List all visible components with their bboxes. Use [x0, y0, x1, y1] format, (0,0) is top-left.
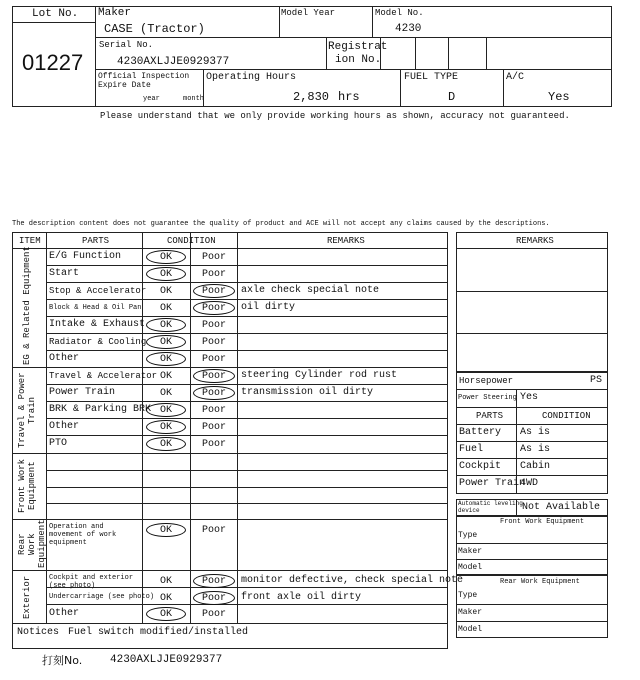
condition-ok: OK — [159, 575, 172, 587]
model-no-label: Model No. — [375, 8, 424, 18]
condition-poor: Poor — [201, 608, 226, 620]
condition-ok: OK — [146, 335, 186, 349]
part-brk-parking: BRK & Parking BRK — [49, 404, 152, 415]
group-travel: Travel & Power Train — [17, 372, 37, 448]
front-work-title: Front Work Equipment — [500, 518, 585, 526]
col-parts: PARTS — [82, 236, 110, 246]
auto-leveling-label-2: device — [458, 507, 480, 514]
col-item: ITEM — [19, 236, 41, 246]
power-steering-label: Power Steering — [458, 394, 517, 402]
part-travel-accelerator: Travel & Accelerator — [49, 371, 158, 381]
maker-label: Maker — [98, 7, 132, 19]
condition-poor: Poor — [193, 284, 235, 298]
condition-ok: OK — [159, 285, 172, 297]
spec-part: Power Train — [459, 478, 526, 489]
right-remarks-box — [456, 232, 608, 372]
condition-ok: OK — [159, 592, 172, 604]
condition-poor: Poor — [201, 524, 226, 536]
hours-value: 2,830 — [293, 90, 330, 104]
part-cockpit-exterior: Cockpit and exterior (see photo) — [49, 574, 134, 591]
spec-condition: As is — [520, 427, 551, 438]
condition-ok: OK — [159, 302, 172, 314]
model-no-value: 4230 — [395, 23, 422, 35]
horsepower-unit: PS — [590, 375, 603, 386]
part-power-train: Power Train — [49, 387, 116, 398]
part-undercarriage: Undercarriage (see photo) — [49, 593, 155, 601]
group-front: Front Work Equipment — [17, 459, 37, 514]
power-steering-value: Yes — [520, 392, 539, 403]
parts-label: PARTS — [476, 411, 504, 421]
remark-text: axle check special note — [241, 285, 380, 296]
front-model-label: Model — [458, 563, 483, 572]
condition-poor: Poor — [201, 353, 226, 365]
auto-leveling-value: Not Available — [522, 502, 601, 513]
spec-part: Cockpit — [459, 461, 502, 472]
notices-value: Fuel switch modified/installed — [68, 627, 249, 638]
condition-poor: Poor — [193, 369, 235, 383]
horsepower-label: Horsepower — [459, 376, 514, 386]
notices-label: Notices — [17, 627, 60, 638]
right-remarks-label: REMARKS — [516, 236, 554, 246]
remark-text: front axle oil dirty — [241, 592, 362, 603]
part-other: Other — [49, 353, 80, 364]
stamp-value: 4230AXLJJE0929377 — [110, 654, 223, 666]
stamp-label: 打刻No. — [42, 654, 83, 667]
remark-text: steering Cylinder rod rust — [241, 370, 398, 381]
auto-leveling-label: Automatic leveling — [458, 500, 523, 507]
registration-label-2: ion No. — [335, 54, 382, 66]
front-maker-label: Maker — [458, 547, 483, 556]
condition-poor: Poor — [201, 421, 226, 433]
group-eg: EG & Related Equipment — [22, 246, 32, 365]
condition-poor: Poor — [201, 319, 226, 331]
model-year-label: Model Year — [281, 8, 336, 18]
part-intake-exhaust: Intake & Exhaust — [49, 319, 146, 330]
serial-label: Serial No. — [99, 40, 154, 50]
col-remarks: REMARKS — [327, 236, 365, 246]
condition-ok: OK — [146, 403, 186, 417]
condition-ok: OK — [146, 437, 186, 451]
spec-condition: Cabin — [520, 461, 551, 472]
condition-ok: OK — [146, 523, 186, 537]
condition-ok: OK — [146, 607, 186, 621]
remark-text: oil dirty — [241, 302, 296, 313]
year-label: year — [143, 95, 160, 103]
condition-poor: Poor — [193, 591, 235, 605]
rear-type-label: Type — [458, 591, 478, 600]
part-eg-function: E/G Function — [49, 251, 122, 262]
condition-poor: Poor — [193, 574, 235, 588]
ac-value: Yes — [548, 90, 570, 104]
serial-value: 4230AXLJJE0929377 — [117, 56, 230, 68]
col-condition: CONDITION — [167, 236, 216, 246]
condition-ok: OK — [146, 420, 186, 434]
spec-condition: As is — [520, 444, 551, 455]
registration-label: Registrat — [328, 41, 388, 53]
remark-text: transmission oil dirty — [241, 387, 374, 398]
condition-label: CONDITION — [542, 411, 591, 421]
spec-part: Battery — [459, 427, 502, 438]
condition-ok: OK — [146, 352, 186, 366]
month-label: month — [183, 95, 205, 103]
rear-model-label: Model — [458, 625, 483, 634]
part-other: Other — [49, 421, 80, 432]
condition-ok: OK — [146, 267, 186, 281]
condition-poor: Poor — [201, 336, 226, 348]
maker-value: CASE (Tractor) — [104, 22, 205, 36]
hours-disclaimer: Please understand that we only provide working hours as shown, accuracy not guaranteed. — [100, 111, 570, 121]
lot-number: 01227 — [22, 50, 84, 75]
hours-unit: hrs — [338, 90, 360, 104]
spec-condition: 4WD — [520, 478, 539, 489]
condition-ok: OK — [159, 387, 172, 399]
rear-work-title: Rear Work Equipment — [500, 578, 580, 586]
group-rear: Rear Work Equipment — [17, 519, 47, 568]
inspection-label: Official Inspection — [98, 72, 190, 81]
condition-ok: OK — [159, 370, 172, 382]
condition-poor: Poor — [201, 251, 226, 263]
remark-text: monitor defective, check special note — [241, 575, 464, 586]
condition-poor: Poor — [193, 301, 235, 315]
description-disclaimer: The description content does not guarantee the quality of product and ACE will not accept any claims caused by the descriptions. — [12, 220, 550, 228]
inspection-label-2: Expire Date — [98, 81, 151, 90]
front-type-label: Type — [458, 531, 478, 540]
fuel-value: D — [448, 90, 456, 104]
part-start: Start — [49, 268, 80, 279]
condition-ok: OK — [146, 250, 186, 264]
group-exterior: Exterior — [22, 575, 32, 619]
condition-poor: Poor — [201, 438, 226, 450]
spec-part: Fuel — [459, 444, 484, 455]
lot-label: Lot No. — [32, 8, 79, 20]
part-block-head-oil-pan: Block & Head & Oil Pan — [49, 304, 142, 312]
part-stop-accelerator: Stop & Accelerator — [49, 286, 147, 296]
part-radiator-cooling: Radiator & Cooling — [49, 337, 147, 347]
part-operation-movement: Operation and movement of work equipment — [49, 523, 117, 548]
fuel-label: FUEL TYPE — [404, 72, 459, 83]
condition-poor: Poor — [201, 404, 226, 416]
condition-poor: Poor — [193, 386, 235, 400]
hours-label: Operating Hours — [206, 72, 297, 83]
condition-poor: Poor — [201, 268, 226, 280]
condition-ok: OK — [146, 318, 186, 332]
part-pto: PTO — [49, 438, 68, 449]
ac-label: A/C — [506, 72, 525, 83]
part-other: Other — [49, 608, 80, 619]
rear-maker-label: Maker — [458, 608, 483, 617]
